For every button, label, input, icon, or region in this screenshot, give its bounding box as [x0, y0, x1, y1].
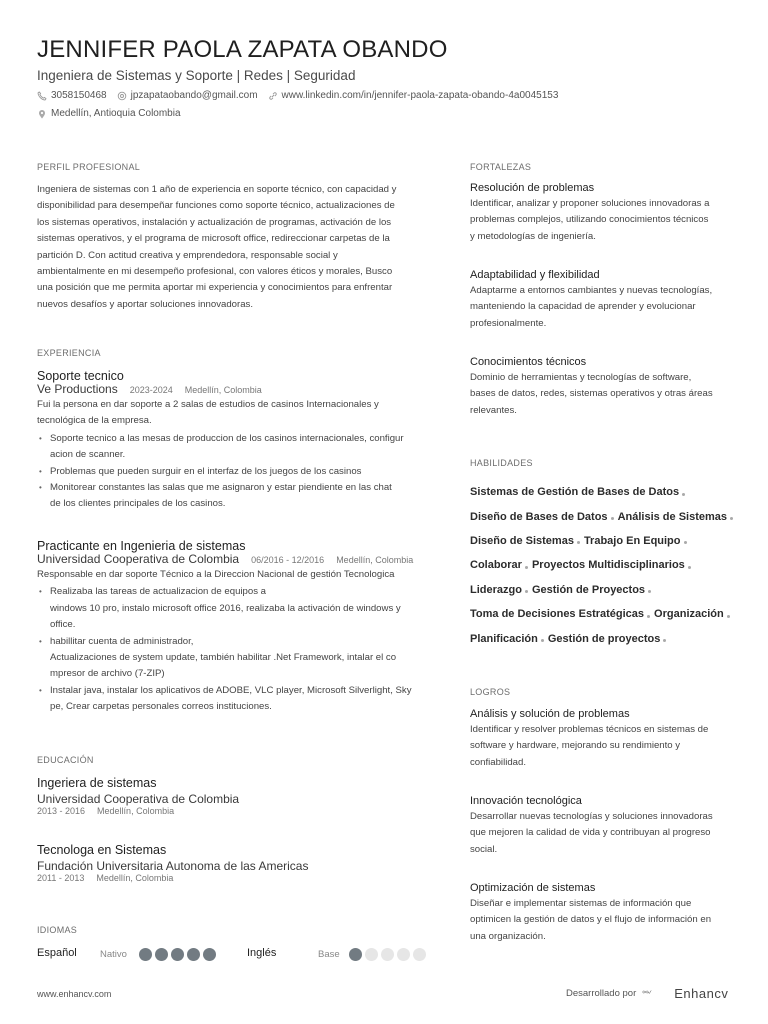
job-company: Ve Productions	[37, 382, 118, 396]
perfil-line: los sistemas operativos, instalación y actualización de programas, activación de los	[37, 216, 392, 228]
bullet-line: office.	[50, 619, 76, 631]
achievement-line: social.	[470, 843, 498, 855]
enhancv-logo-icon	[642, 987, 668, 1001]
education-school-name: Universidad Cooperativa de Colombia	[37, 792, 240, 806]
language-level-dot	[381, 948, 394, 961]
achievement-title: Innovación tecnológica	[470, 795, 582, 807]
section-title-educacion: EDUCACIÓN	[37, 755, 94, 765]
phone-contact[interactable]	[37, 90, 107, 101]
location-contact	[37, 108, 181, 119]
strength-desc	[470, 196, 740, 245]
strength-line: y metodologías de ingeniería.	[470, 230, 596, 242]
section-title-fortalezas: FORTALEZAS	[470, 162, 532, 172]
achievement-desc	[470, 896, 740, 945]
skills-row	[470, 602, 750, 626]
bullet-line: • habillitar cuenta de administrador,	[50, 635, 194, 647]
language-name: Inglés	[247, 947, 277, 959]
achievement-desc	[470, 809, 740, 858]
skills-row	[470, 578, 750, 602]
education-entry	[37, 776, 239, 816]
perfil-line: sistemas operativos, y el programa de microsoft office, redireccionar carpetas de la	[37, 233, 390, 245]
achievement-line: Desarrollar nuevas tecnologías y soluciones innovadoras	[470, 811, 713, 822]
language-level-dot	[139, 948, 152, 961]
strength-title: Adaptabilidad y flexibilidad	[470, 269, 600, 281]
skill-separator-dot	[663, 639, 666, 642]
achievement-line: que mejoren la calidad de vida y contribuyan al progreso	[470, 827, 711, 839]
strength-desc	[470, 370, 740, 419]
skills-row	[470, 529, 750, 553]
achievement-title: Análisis y solución de problemas	[470, 708, 630, 720]
achievement-item	[470, 882, 740, 945]
skill-tag: Análisis de Sistemas	[617, 510, 728, 523]
linkedin-text: www.linkedin.com/in/jennifer-paola-zapata-obando-4a0045153	[281, 90, 559, 101]
language-level-dot	[397, 948, 410, 961]
footer-powered-text: Desarrollado por	[566, 988, 637, 999]
language-level-dot	[413, 948, 426, 961]
job-location: Medellín, Colombia	[336, 555, 414, 565]
language-dots	[139, 948, 219, 961]
achievement-line: software y hardware, mejorando su rendimiento y	[470, 740, 681, 752]
strength-item	[470, 269, 740, 332]
job-bullet	[37, 634, 437, 683]
perfil-line: partición D. Con actitud creativa y emprendedora, responsable social y	[37, 249, 338, 261]
language-name: Español	[37, 947, 77, 959]
skill-tag: Diseño de Bases de Datos	[470, 510, 608, 523]
job-bullet	[37, 464, 437, 480]
phone-icon	[37, 91, 47, 101]
skill-separator-dot	[684, 541, 687, 544]
bullet-line: Actualizaciones de system update, también habilitar .Net Framework, intalar el co	[50, 652, 397, 664]
location-row	[37, 108, 191, 119]
bullet-line: de los clientes principales de los casinos.	[50, 498, 226, 510]
education-entry	[37, 843, 308, 883]
candidate-title: Ingeniera de Sistemas y Soporte | Redes | Seguridad	[37, 68, 356, 83]
language-level: Nativo	[100, 949, 127, 960]
strength-line: relevantes.	[470, 404, 517, 416]
education-school	[37, 792, 239, 806]
skill-tag: Trabajo En Equipo	[583, 534, 681, 547]
section-title-logros: LOGROS	[470, 687, 511, 697]
education-degree: Ingeriera de sistemas	[37, 776, 157, 790]
skill-tag: Diseño de Sistemas	[470, 534, 574, 547]
phone-text: 3058150468	[51, 90, 107, 101]
skill-separator-dot	[688, 566, 691, 569]
perfil-line: Ingeniera de sistemas con 1 año de experiencia en soporte técnico, con capacidad y	[37, 184, 397, 195]
footer-brand: Enhancv	[674, 986, 729, 1001]
bullet-line: mpresor de archivo (7-ZIP)	[50, 668, 165, 680]
skills-row	[470, 504, 750, 528]
section-title-habilidades: HABILIDADES	[470, 458, 533, 468]
skill-separator-dot	[730, 517, 733, 520]
bullet-line: • Soporte tecnico a las mesas de produccion de los casinos internacionales, configur	[50, 432, 404, 444]
strength-line: Adaptarme a entornos cambiantes y nuevas tecnologías,	[470, 285, 713, 296]
education-location: Medellín, Colombia	[96, 873, 174, 883]
bullet-line: acion de scanner.	[50, 449, 126, 461]
job-desc-line: Fui la persona en dar soporte a 2 salas de estudios de casinos Internacionales y	[37, 399, 379, 410]
job-bullet	[37, 480, 437, 513]
strength-desc	[470, 283, 740, 332]
education-dates: 2011 - 2013	[37, 873, 85, 883]
education-dates: 2013 - 2016	[37, 806, 86, 816]
skill-separator-dot	[577, 541, 580, 544]
skill-tag: Organización	[654, 608, 724, 621]
achievement-line: optimicen la gestión de datos y el flujo de información en	[470, 914, 712, 926]
job-bullets	[37, 431, 437, 513]
education-meta	[37, 873, 308, 883]
perfil-line: ambientalmente en mi desempeño profesional, con valores éticos y morales, Busco	[37, 266, 393, 278]
section-title-experiencia: EXPERIENCIA	[37, 348, 101, 358]
skill-tag: Colaborar	[470, 559, 522, 572]
education-school-name: Fundación Universitaria Autonoma de las Americas	[37, 859, 309, 873]
education-location: Medellín, Colombia	[97, 806, 175, 816]
job-bullets	[37, 584, 437, 715]
achievement-item	[470, 708, 740, 771]
job-bullet	[37, 584, 437, 633]
section-title-perfil: PERFIL PROFESIONAL	[37, 162, 141, 172]
link-icon	[268, 91, 278, 101]
perfil-text	[37, 182, 437, 313]
education-school	[37, 859, 308, 873]
linkedin-contact[interactable]	[268, 90, 559, 101]
job-role: Soporte tecnico	[37, 369, 124, 383]
language-dots	[349, 948, 429, 961]
strength-line: profesionalmente.	[470, 317, 547, 329]
skill-tag: Liderazgo	[470, 583, 522, 596]
job-desc-line: Responsable en dar soporte Técnico a la Direccion Nacional de gestión Tecnologica	[37, 569, 395, 580]
strength-line: bases de datos, redes, sistemas operativos y otras áreas	[470, 388, 713, 400]
job-bullet	[37, 431, 437, 464]
footer-branding[interactable]	[566, 986, 728, 1001]
contact-row	[37, 90, 568, 101]
job-description	[37, 567, 437, 583]
footer-website[interactable]: www.enhancv.com	[37, 989, 112, 999]
education-degree: Tecnologa en Sistemas	[37, 843, 167, 857]
job-entry	[37, 369, 437, 513]
bullet-line: • Problemas que pueden surguir en el interfaz de los juegos de los casinos	[50, 465, 362, 477]
location-icon	[37, 109, 47, 119]
achievement-line: Identificar y resolver problemas técnicos en sistemas de	[470, 724, 709, 735]
skill-tag: Toma de Decisiones Estratégicas	[470, 608, 645, 621]
perfil-line: disponibilidad para desempeñar funciones como soporte técnico, actualizaciones de	[37, 200, 395, 212]
skills-row	[470, 480, 750, 504]
skill-separator-dot	[541, 639, 544, 642]
education-meta	[37, 806, 239, 816]
job-bullet	[37, 683, 437, 716]
skills-row	[470, 626, 750, 650]
job-location: Medellín, Colombia	[184, 385, 262, 395]
language-level: Base	[318, 949, 340, 960]
skill-tag: Gestión de proyectos	[547, 632, 661, 645]
job-company-line	[37, 552, 437, 566]
job-role: Practicante en Ingenieria de sistemas	[37, 539, 246, 553]
bullet-line: pe, Crear carpetas personales correos instituciones.	[50, 701, 272, 713]
job-company: Universidad Cooperativa de Colombia	[37, 552, 240, 566]
skills-list	[470, 480, 750, 651]
skill-separator-dot	[647, 615, 650, 618]
job-description	[37, 397, 437, 430]
skill-separator-dot	[727, 615, 730, 618]
achievement-line: Diseñar e implementar sistemas de información que	[470, 898, 692, 909]
email-contact[interactable]	[117, 90, 258, 101]
job-dates: 2023-2024	[129, 385, 173, 395]
language-level-dot	[155, 948, 168, 961]
strength-title: Conocimientos técnicos	[470, 356, 587, 368]
strength-line: Identificar, analizar y proponer soluciones innovadoras a	[470, 198, 710, 209]
achievement-item	[470, 795, 740, 858]
job-entry	[37, 539, 437, 716]
skill-tag: Sistemas de Gestión de Bases de Datos	[470, 486, 680, 499]
location-text: Medellín, Antioquia Colombia	[51, 108, 181, 119]
skills-row	[470, 553, 750, 577]
strength-line: manteniendo la capacidad de aprender y evolucionar	[470, 301, 696, 313]
skill-separator-dot	[648, 590, 651, 593]
strength-item	[470, 356, 740, 419]
email-icon	[117, 91, 127, 101]
bullet-line: windows 10 pro, instalo microsoft office 2016, realizaba la activación de windows y	[50, 602, 401, 614]
language-level-dot	[203, 948, 216, 961]
skill-separator-dot	[611, 517, 614, 520]
job-company-line	[37, 382, 437, 396]
section-title-idiomas: IDIOMAS	[37, 925, 78, 935]
job-dates: 06/2016 - 12/2016	[251, 555, 325, 565]
perfil-line: una posición que me permita aportar mi experiencia y conocimientos para enfrentar	[37, 282, 393, 294]
language-level-dot	[171, 948, 184, 961]
candidate-name: JENNIFER PAOLA ZAPATA OBANDO	[37, 36, 448, 63]
skill-tag: Planificación	[470, 632, 538, 645]
perfil-line: nuevos desafíos y aportar soluciones innovadoras.	[37, 298, 253, 310]
skill-tag: Gestión de Proyectos	[531, 583, 646, 596]
language-level-dot	[365, 948, 378, 961]
bullet-line: • Realizaba las tareas de actualizacion de equipos a	[50, 586, 266, 598]
strength-item	[470, 182, 740, 245]
achievement-line: confiabilidad.	[470, 756, 527, 768]
bullet-line: • Instalar java, instalar los aplicativos de ADOBE, VLC player, Microsoft Silverlight, Sky	[50, 684, 412, 696]
language-level-dot	[187, 948, 200, 961]
achievement-desc	[470, 722, 740, 771]
achievement-line: una organización.	[470, 930, 546, 942]
language-level-dot	[349, 948, 362, 961]
strength-line: Dominio de herramientas y tecnologías de software,	[470, 372, 692, 383]
achievement-title: Optimización de sistemas	[470, 882, 596, 894]
skill-tag: Proyectos Multidisciplinarios	[531, 559, 685, 572]
bullet-line: • Monitorear constantes las salas que me asignaron y estar piendiente en las chat	[50, 482, 392, 494]
job-desc-line: tecnológica de la empresa.	[37, 415, 152, 427]
skill-separator-dot	[525, 566, 528, 569]
strength-title: Resolución de problemas	[470, 182, 595, 194]
strength-line: problemas complejos, utilizando conocimientos técnicos	[470, 214, 709, 226]
skill-separator-dot	[682, 493, 685, 496]
skill-separator-dot	[525, 590, 528, 593]
email-text: jpzapataobando@gmail.com	[130, 90, 258, 101]
